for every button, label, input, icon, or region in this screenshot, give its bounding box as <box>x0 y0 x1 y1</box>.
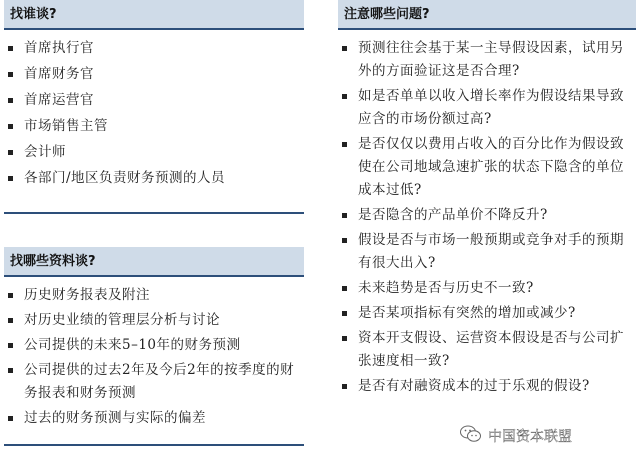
watermark <box>460 424 636 448</box>
issues-section <box>338 0 636 398</box>
bullet-icon <box>342 213 347 218</box>
list-item: 资本开支假设、运营资本假设是否与公司扩张速度相一致? <box>338 327 636 373</box>
bullet-icon <box>8 318 13 323</box>
bullet-icon <box>342 384 347 389</box>
bullet-icon <box>8 124 13 129</box>
who-section <box>4 0 304 190</box>
sources-list <box>4 284 304 430</box>
bullet-icon <box>8 368 13 373</box>
list-item: 如是否单单以收入增长率作为假设结果导致应含的市场份额过高? <box>338 85 636 131</box>
list-item: 首席执行官 <box>4 37 304 60</box>
watermark-text: 中国资本联盟 <box>488 429 572 445</box>
bullet-icon <box>342 46 347 51</box>
list-item: 对历史业绩的管理层分析与讨论 <box>4 309 304 332</box>
bullet-icon <box>342 238 347 243</box>
list-item: 假设是否与市场一般预期或竞争对手的预期有很大出入? <box>338 229 636 275</box>
bullet-icon <box>8 150 13 155</box>
issues-title: 注意哪些问题? <box>338 0 636 30</box>
list-item: 预测往往会基于某一主导假设因素，试用另外的方面验证这是否合理? <box>338 37 636 83</box>
who-bottom-rule <box>4 212 304 214</box>
list-item: 是否有对融资成本的过于乐观的假设? <box>338 375 636 398</box>
issues-list <box>338 37 636 398</box>
list-item: 历史财务报表及附注 <box>4 284 304 307</box>
sources-bottom-rule <box>4 444 304 446</box>
bullet-icon <box>342 336 347 341</box>
list-item: 是否仅仅以费用占收入的百分比作为假设致使在公司地域急速扩张的状态下隐含的单位成本过低? <box>338 133 636 202</box>
list-item: 各部门/地区负责财务预测的人员 <box>4 167 304 190</box>
list-item: 会计师 <box>4 141 304 164</box>
list-item: 公司提供的未来5–10年的财务预测 <box>4 334 304 357</box>
list-item: 首席运营官 <box>4 89 304 112</box>
list-item: 未来趋势是否与历史不一致? <box>338 277 636 300</box>
bullet-icon <box>8 293 13 298</box>
list-item: 过去的财务预测与实际的偏差 <box>4 407 304 430</box>
bullet-icon <box>8 72 13 77</box>
bullet-icon <box>342 94 347 99</box>
list-item: 市场销售主管 <box>4 115 304 138</box>
list-item: 是否隐含的产品单价不降反升? <box>338 204 636 227</box>
who-title: 找谁谈? <box>4 0 304 30</box>
list-item: 是否某项指标有突然的增加或减少? <box>338 302 636 325</box>
wechat-icon <box>460 425 482 447</box>
bullet-icon <box>8 46 13 51</box>
bullet-icon <box>8 343 13 348</box>
bullet-icon <box>342 142 347 147</box>
bullet-icon <box>342 311 347 316</box>
bullet-icon <box>8 98 13 103</box>
list-item: 公司提供的过去2年及今后2年的按季度的财务报表和财务预测 <box>4 359 304 405</box>
who-list <box>4 37 304 190</box>
sources-title: 找哪些资料谈? <box>4 247 304 277</box>
bullet-icon <box>8 416 13 421</box>
bullet-icon <box>342 286 347 291</box>
sources-section <box>4 247 304 430</box>
bullet-icon <box>8 176 13 181</box>
list-item: 首席财务官 <box>4 63 304 86</box>
